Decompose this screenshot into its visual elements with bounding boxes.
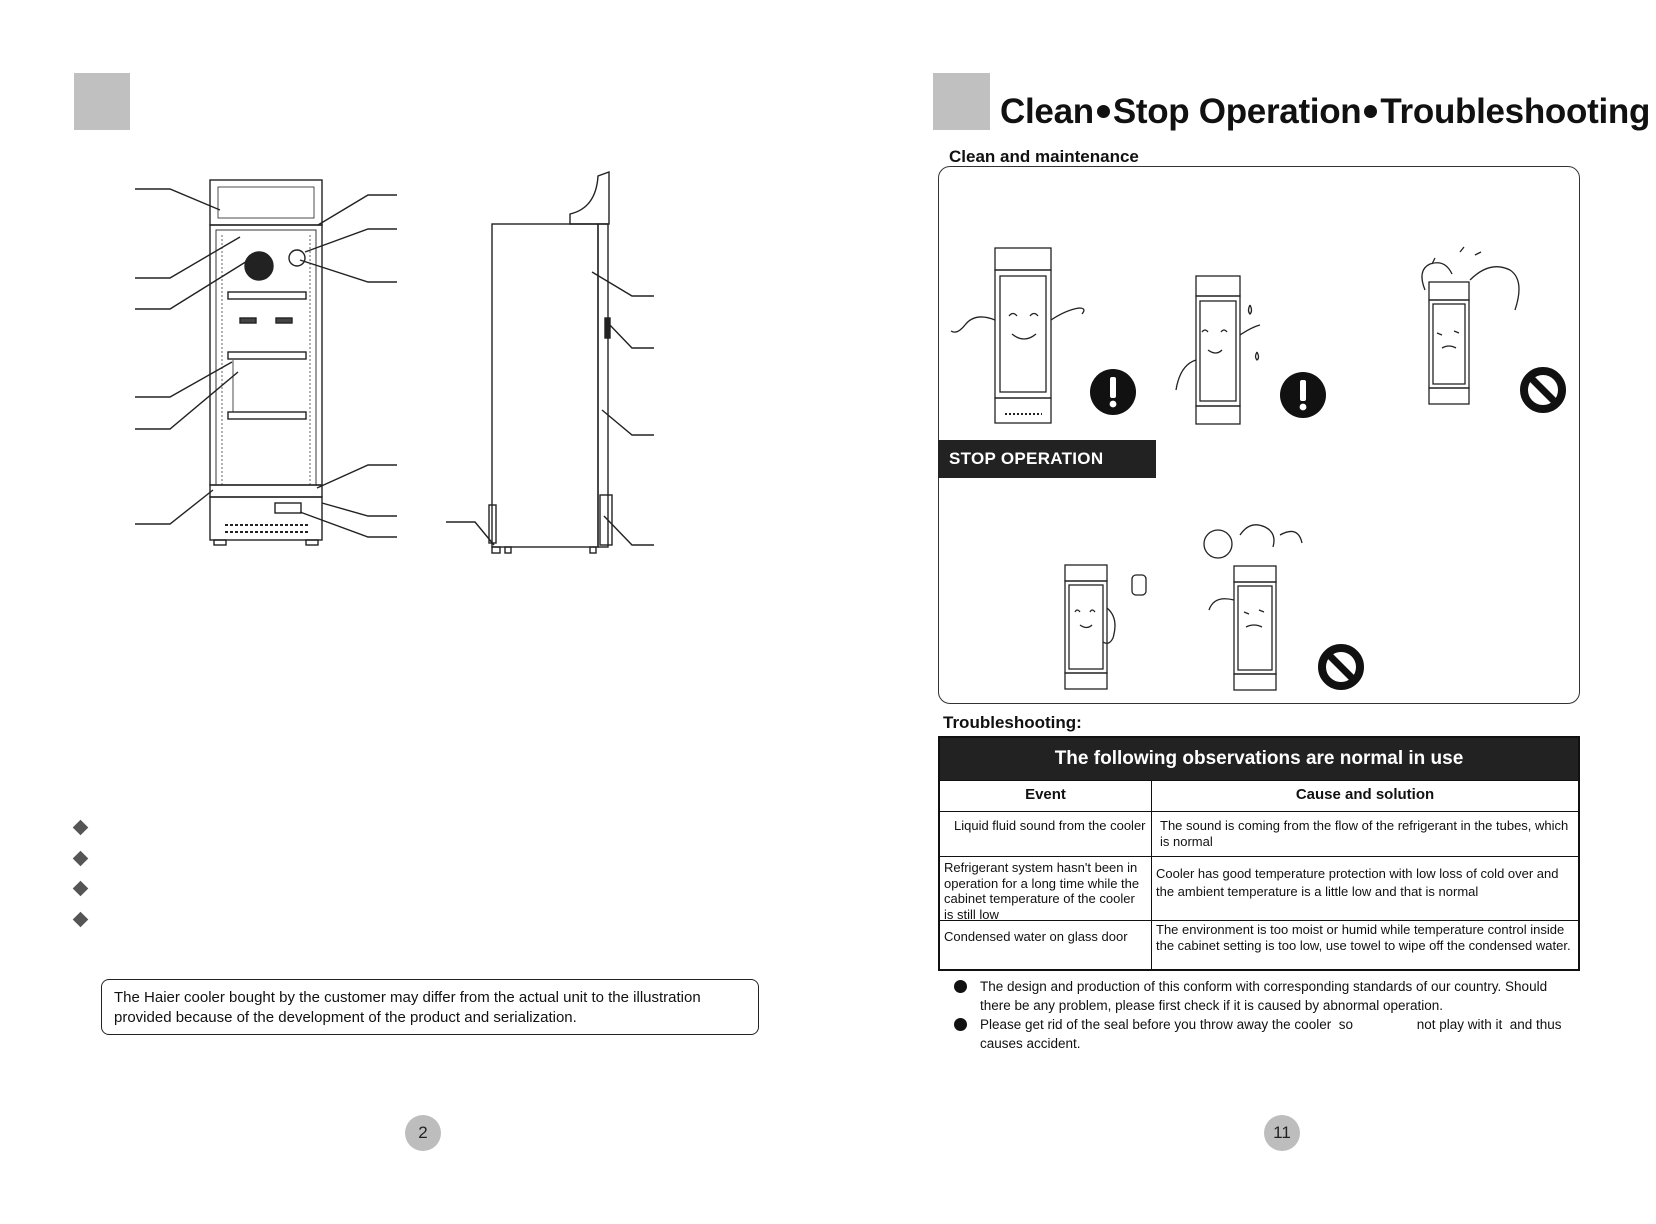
table-title: The following observations are normal in use (940, 738, 1578, 780)
event-cell: Liquid fluid sound from the cooler (940, 812, 1152, 856)
note-item: The design and production of this conform with corresponding standards of our country. Should there be any problem, please first check if it is caused by abnormal operation. (980, 977, 1580, 1015)
clean-heading: Clean and maintenance (949, 147, 1139, 166)
troubleshooting-heading: Troubleshooting: (943, 713, 1082, 732)
bullet-icon (954, 980, 967, 993)
event-cell: Refrigerant system hasn't been in operation for a long time while the cabinet temperature of the cooler is still low (940, 857, 1152, 920)
table-row (940, 811, 1578, 856)
warning-icon (1090, 369, 1136, 415)
cause-cell: Cooler has good temperature protection with low loss of cold over and the ambient temperature is a little low and that is normal (1156, 866, 1559, 899)
table-row (940, 920, 1578, 969)
column-header-event: Event (940, 781, 1152, 811)
prohibited-icon (1322, 648, 1360, 686)
table-row (940, 856, 1578, 920)
cause-cell: The environment is too moist or humid while temperature control inside the cabinet setting is too low, use towel to wipe off the condensed water. (1156, 922, 1571, 953)
troubleshooting-table (938, 736, 1580, 971)
note-item: Please get rid of the seal before you throw away the cooler so not play with it and thus causes accident. (980, 1015, 1580, 1053)
cause-cell: The sound is coming from the flow of the refrigerant in the tubes, which is normal (1160, 818, 1569, 849)
table-header-row (940, 780, 1578, 811)
page-number-right: 11 (1264, 1115, 1300, 1151)
warning-icon (1280, 372, 1326, 418)
bullet-icon (954, 1018, 967, 1031)
column-header-cause: Cause and solution (1295, 786, 1435, 803)
event-cell: Condensed water on glass door (940, 921, 1152, 969)
stop-operation-banner: STOP OPERATION (938, 440, 1156, 478)
page-title: Clean Stop Operation Troubleshooting (1000, 92, 1651, 131)
disclaimer-box: The Haier cooler bought by the customer may differ from the actual unit to the illustration provided because of the development of the product and serialization. (101, 979, 759, 1035)
page-number-left: 2 (405, 1115, 441, 1151)
prohibited-icon (1524, 371, 1562, 409)
